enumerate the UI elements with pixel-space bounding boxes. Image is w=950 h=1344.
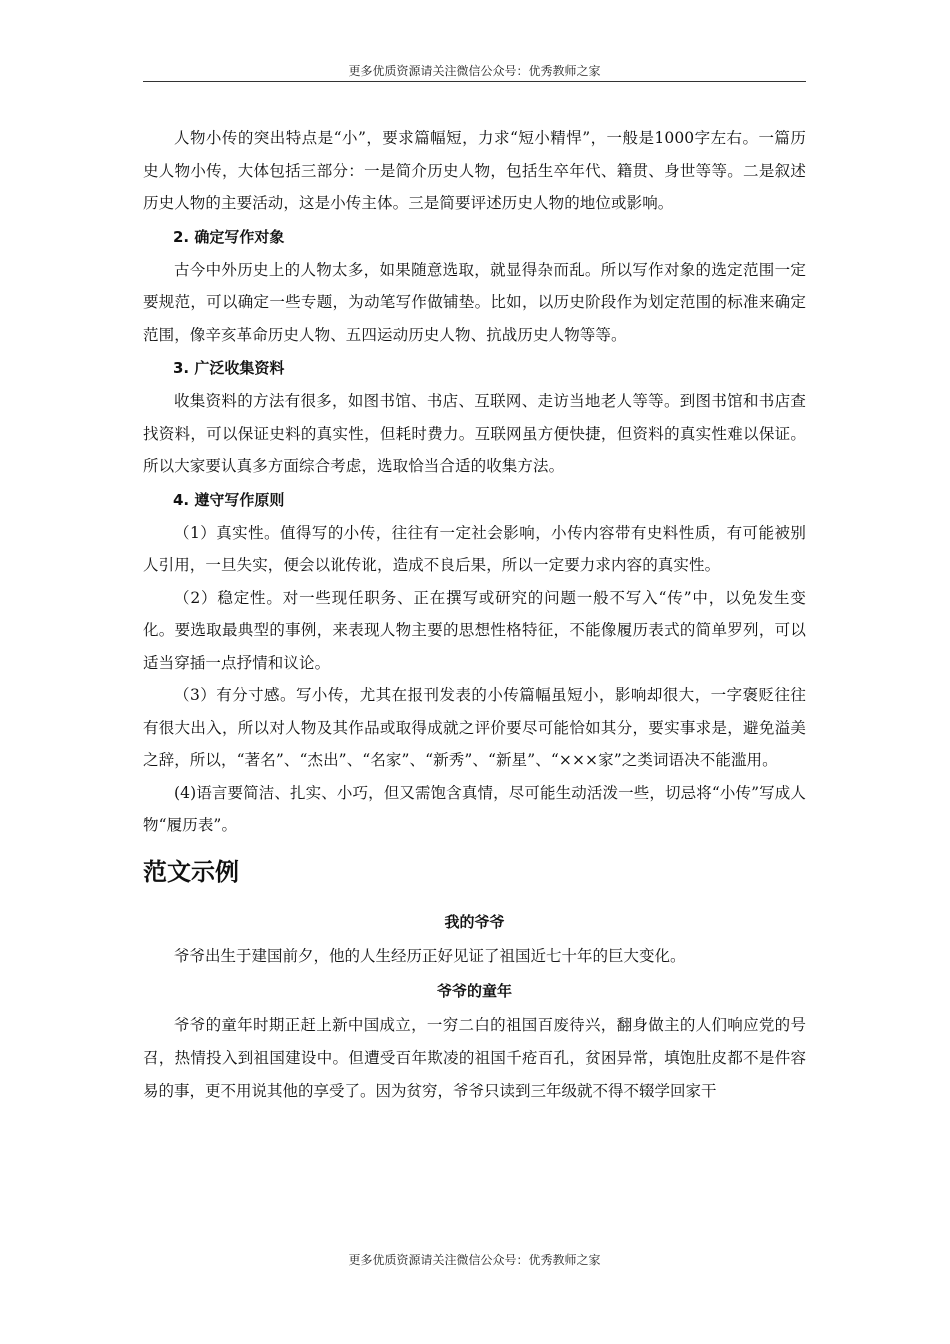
heading-writing-principles: 4. 遵守写作原则 <box>173 490 285 509</box>
essay-subtitle: 爷爷的童年 <box>436 981 512 1000</box>
page-header: 更多优质资源请关注微信公众号：优秀教师之家 <box>348 64 601 78</box>
paragraph-choose-subject: 古今中外历史上的人物太多，如果随意选取，就显得杂而乱。所以写作对象的选定范围一定要规范，可以确定一些专题，为动笔写作做铺垫。比如，以历史阶段作为划定范围的标准来确定范围，像辛亥革命历史人物、五四运动历史人物、抗战历史人物等等。 <box>143 260 806 344</box>
intro-paragraph: 人物小传的突出特点是“小”，要求篇幅短，力求“短小精悍”，一般是1000字左右。一篇历史人物小传，大体包括三部分：一是简介历史人物，包括生卒年代、籍贯、身世等等。二是叙述历史人物的主要活动，这是小传主体。三是简要评述历史人物的地位或影响。 <box>143 129 806 212</box>
section-title-sample: 范文示例 <box>143 857 239 886</box>
paragraph-collect-materials: 收集资料的方法有很多，如图书馆、书店、互联网、走访当地老人等等。到图书馆和书店查找资料，可以保证史料的真实性，但耗时费力。互联网虽方便快捷，但资料的真实性难以保证。所以大家要认真多方面综合考虑，选取恰当合适的收集方法。 <box>143 392 806 475</box>
heading-choose-subject: 2. 确定写作对象 <box>173 227 285 246</box>
principle-proportion: （3）有分寸感。写小传，尤其在报刊发表的小传篇幅虽短小，影响却很大，一字褒贬往往有很大出入，所以对人物及其作品或取得成就之评价要尽可能恰如其分，要实事求是，避免溢美之辞，所以，“著名”、“杰出”、“名家”、“新秀”、“新星”、“×××家”之类词语决不能滥用。 <box>143 686 806 769</box>
principle-stability: （2）稳定性。对一些现任职务、正在撰写或研究的问题一般不写入“传”中，以免发生变化。要选取最典型的事例，来表现人物主要的思想性格特征，不能像履历表式的简单罗列，可以适当穿插一点抒情和议论。 <box>143 588 806 672</box>
header-rule <box>143 81 806 82</box>
heading-collect-materials: 3. 广泛收集资料 <box>173 359 285 377</box>
document-body <box>143 122 806 1108</box>
essay-title: 我的爷爷 <box>444 912 505 931</box>
page-footer: 更多优质资源请关注微信公众号：优秀教师之家 <box>348 1253 601 1267</box>
essay-opening: 爷爷出生于建国前夕，他的人生经历正好见证了祖国近七十年的巨大变化。 <box>174 946 686 965</box>
essay-paragraph: 爷爷的童年时期正赶上新中国成立，一穷二白的祖国百废待兴，翻身做主的人们响应党的号召，热情投入到祖国建设中。但遭受百年欺凌的祖国千疮百孔，贫困异常，填饱肚皮都不是件容易的事，更不用说其他的享受了。因为贫穷，爷爷只读到三年级就不得不辍学回家干 <box>143 1015 806 1100</box>
principle-authenticity: （1）真实性。值得写的小传，往往有一定社会影响，小传内容带有史料性质，有可能被别人引用，一旦失实，便会以讹传讹，造成不良后果，所以一定要力求内容的真实性。 <box>143 523 806 574</box>
principle-language: (4)语言要简洁、扎实、小巧，但又需饱含真情，尽可能生动活泼一些，切忌将“小传”写成人物“履历表”。 <box>143 783 806 834</box>
